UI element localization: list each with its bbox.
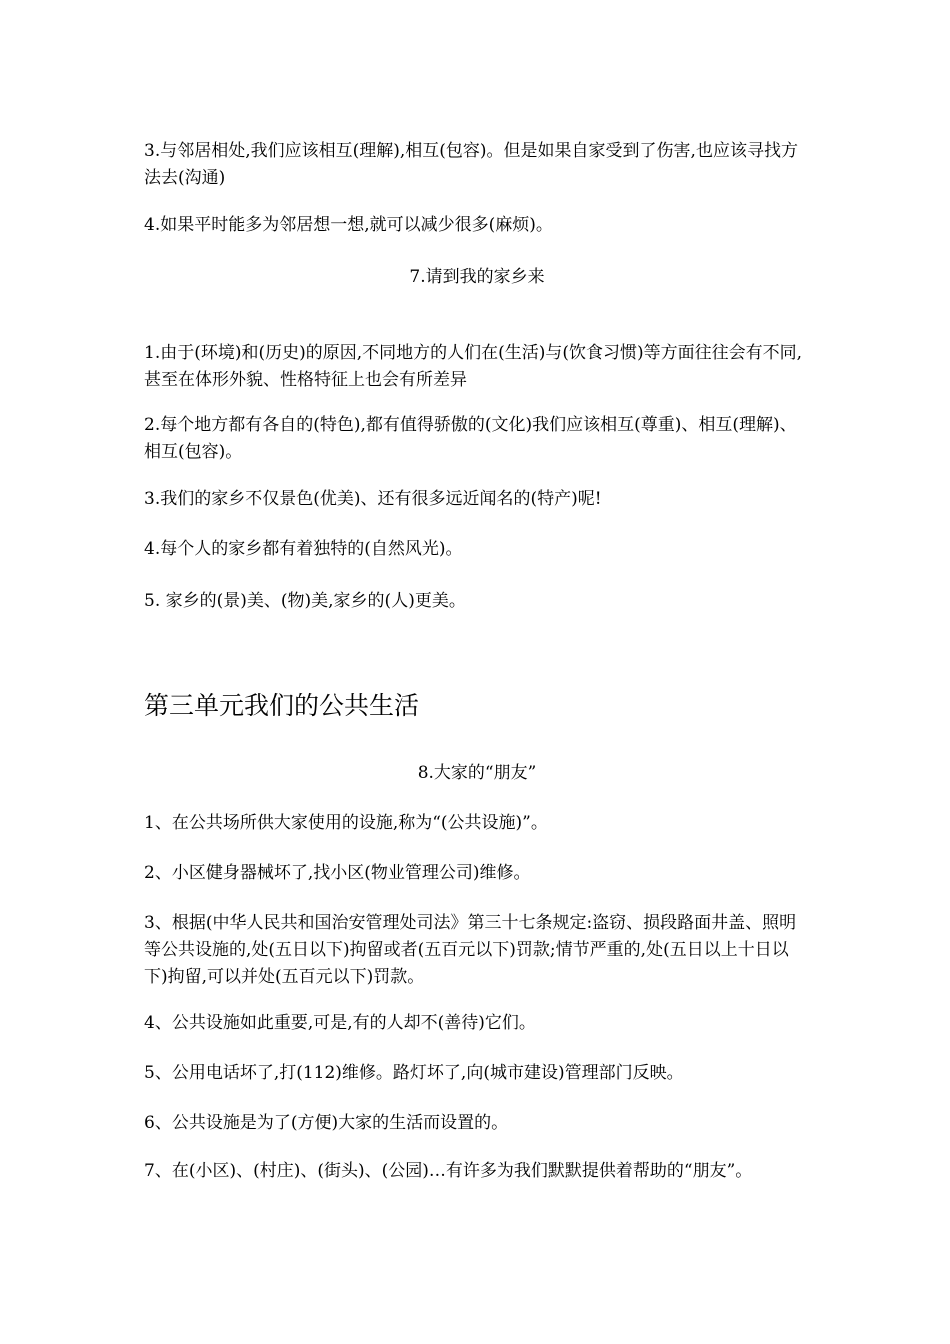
paragraph-neighbor-3: 3.与邻居相处,我们应该相互(理解),相互(包容)。但是如果自家受到了伤害,也应该寻找方法去(沟通) [144,141,798,188]
lesson-8-title: 8.大家的“朋友” [417,763,537,783]
paragraph-lesson8-7: 7、在(小区)、(村庄)、(街头)、(公园)…有许多为我们默默提供着帮助的“朋友”。 [144,1161,753,1181]
paragraph-lesson8-5: 5、公用电话坏了,打(112)维修。路灯坏了,向(城市建设)管理部门反映。 [144,1063,684,1083]
paragraph-lesson8-2: 2、小区健身器械坏了,找小区(物业管理公司)维修。 [144,863,531,883]
paragraph-lesson7-2: 2.每个地方都有各自的(特色),都有值得骄傲的(文化)我们应该相互(尊重)、相互(理解)、相互(包容)。 [144,415,797,462]
paragraph-lesson8-3: 3、根据(中华人民共和国治安管理处司法》第三十七条规定:盗窃、损段路面井盖、照明等公共设施的,处(五日以下)拘留或者(五百元以下)罚款;情节严重的,处(五日以上十日以下)拘留,可以并处(五百元以下)罚款。 [144,913,797,987]
paragraph-lesson8-6: 6、公共设施是为了(方便)大家的生活而设置的。 [144,1113,509,1133]
paragraph-neighbor-4: 4.如果平时能多为邻居想一想,就可以减少很多(麻烦)。 [144,215,553,235]
paragraph-lesson7-3: 3.我们的家乡不仅景色(优美)、还有很多远近闻名的(特产)呢! [144,489,602,509]
unit-3-heading: 第三单元我们的公共生活 [144,691,420,720]
paragraph-lesson7-1: 1.由于(环境)和(历史)的原因,不同地方的人们在(生活)与(饮食习惯)等方面往往会有不同,甚至在体形外貌、性格特征上也会有所差异 [144,343,803,390]
paragraph-lesson7-4: 4.每个人的家乡都有着独特的(自然风光)。 [144,539,463,559]
paragraph-lesson8-4: 4、公共设施如此重要,可是,有的人却不(善待)它们。 [144,1013,536,1033]
paragraph-lesson7-5: 5. 家乡的(景)美、(物)美,家乡的(人)更美。 [144,591,466,611]
paragraph-lesson8-1: 1、在公共场所供大家使用的设施,称为“(公共设施)”。 [144,813,548,833]
lesson-7-title: 7.请到我的家乡来 [409,267,545,287]
